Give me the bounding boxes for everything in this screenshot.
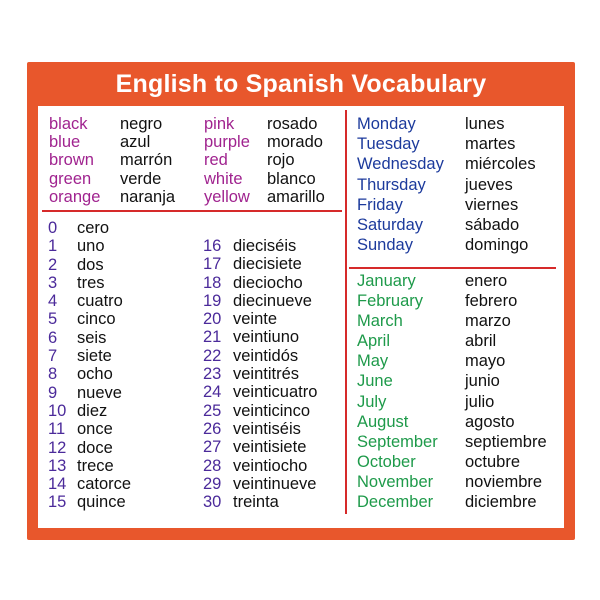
english-word: 3 [48,273,58,292]
english-word: yellow [204,187,250,206]
number-vocab-row [203,420,343,438]
spanish-word: cinco [77,310,116,329]
spanish-word: septiembre [465,432,547,451]
english-word: 4 [48,292,58,311]
color-vocab-row [204,188,344,206]
spanish-word: dieciocho [233,273,303,292]
spanish-word: junio [465,372,500,391]
color-vocab-row [49,133,199,151]
english-word: 18 [203,273,222,292]
spanish-word: negro [120,115,163,133]
spanish-word: blanco [267,169,316,188]
number-vocab-row [48,219,198,237]
english-word: June [357,372,393,391]
english-word: Saturday [357,215,424,234]
number-vocab-row [203,328,343,346]
month-vocab-row [357,291,562,311]
english-word: 28 [203,456,222,475]
spanish-word: quince [77,493,126,512]
number-vocab-row [48,475,198,493]
spanish-word: marrón [120,151,173,170]
number-vocab-row [203,310,343,328]
english-word: 11 [48,420,66,439]
number-vocab-row [48,274,198,292]
day-vocab-row [357,235,562,255]
english-word: Wednesday [357,155,444,174]
color-vocab-row [49,188,199,206]
spanish-word: diecisiete [233,255,302,274]
english-word: white [204,169,243,188]
english-word: Friday [357,195,403,214]
english-word: 17 [203,255,222,274]
english-word: August [357,412,409,431]
month-vocab-row [357,412,562,432]
numbers-list-left [48,219,198,512]
month-vocab-row [357,472,562,492]
page-title: English to Spanish Vocabulary [115,70,487,98]
spanish-word: jueves [465,175,513,194]
day-vocab-row [357,134,562,154]
english-word: 22 [203,346,222,365]
vocabulary-panel [38,106,564,528]
spanish-word: veintidós [233,346,299,365]
english-word: black [49,115,88,133]
spanish-word: veinticuatro [233,383,318,402]
month-vocab-row [357,392,562,412]
number-vocab-row [48,420,198,438]
spanish-word: verde [120,169,162,188]
english-word: orange [49,187,101,206]
english-word: Monday [357,115,416,133]
spanish-word: veintitrés [233,365,300,384]
spanish-word: domingo [465,236,529,255]
spanish-word: veinticinco [233,401,311,420]
english-word: 26 [203,419,222,438]
spanish-word: azul [120,133,151,152]
english-word: 13 [48,456,67,475]
spanish-word: lunes [465,115,505,133]
english-word: Tuesday [357,135,420,154]
spanish-word: veintisiete [233,438,307,457]
english-word: 15 [48,493,67,512]
month-vocab-row [357,351,562,371]
spanish-word: veintinueve [233,474,317,493]
spanish-word: veintiséis [233,419,301,438]
spanish-word: veinte [233,310,278,329]
number-vocab-row [203,255,343,273]
number-vocab-row [48,237,198,255]
month-vocab-row [357,492,562,512]
english-word: 5 [48,310,58,329]
number-vocab-row [48,310,198,328]
spanish-word: cero [77,219,110,237]
english-word: 10 [48,401,67,420]
english-word: 14 [48,475,67,494]
day-vocab-row [357,215,562,235]
spanish-word: octubre [465,452,521,471]
color-vocab-row [49,115,199,133]
spanish-word: amarillo [267,187,325,206]
month-vocab-row [357,271,562,291]
english-word: blue [49,133,81,152]
month-vocab-row [357,311,562,331]
english-word: September [357,432,438,451]
vocabulary-card [27,62,575,540]
english-word: April [357,332,391,351]
number-vocab-row [203,475,343,493]
day-vocab-row [357,114,562,134]
english-word: January [357,272,416,290]
day-vocab-row [357,154,562,174]
spanish-word: marzo [465,312,511,331]
color-vocab-row [204,115,344,133]
number-vocab-row [48,365,198,383]
number-vocab-row [48,329,198,347]
spanish-word: tres [77,273,105,292]
spanish-word: mayo [465,352,506,371]
english-word: Sunday [357,236,413,255]
number-vocab-row [203,237,343,255]
day-vocab-row [357,175,562,195]
english-word: 24 [203,383,222,402]
number-vocab-row [48,402,198,420]
number-vocab-row [203,457,343,475]
english-word: purple [204,133,250,152]
english-word: brown [49,151,94,170]
number-vocab-row [203,365,343,383]
number-vocab-row [203,274,343,292]
english-word: 6 [48,328,58,347]
color-vocab-row [204,170,344,188]
spanish-word: rojo [267,151,295,170]
english-word: 30 [203,493,222,512]
spanish-word: dos [77,255,104,274]
english-word: February [357,292,424,311]
number-vocab-row [203,493,343,511]
month-vocab-row [357,452,562,472]
number-vocab-row [203,383,343,401]
days-list [357,114,562,255]
english-word: 2 [48,255,58,274]
spanish-word: febrero [465,292,518,311]
numbers-list-right [203,237,343,511]
english-word: October [357,452,416,471]
spanish-word: martes [465,135,516,154]
spanish-word: enero [465,272,508,290]
spanish-word: veintiocho [233,456,308,475]
english-word: 1 [48,237,58,256]
spanish-word: dieciséis [233,237,297,255]
color-vocab-row [49,151,199,169]
spanish-word: diecinueve [233,291,312,310]
english-word: 12 [48,438,67,457]
spanish-word: sábado [465,215,520,234]
spanish-word: treinta [233,493,279,512]
english-word: Thursday [357,175,426,194]
spanish-word: julio [465,392,495,411]
spanish-word: diez [77,401,108,420]
english-word: March [357,312,403,331]
spanish-word: diciembre [465,493,537,512]
colors-list-right [204,115,344,206]
number-vocab-row [48,439,198,457]
color-vocab-row [49,170,199,188]
english-word: pink [204,115,235,133]
english-word: 29 [203,474,222,493]
spanish-word: doce [77,438,113,457]
colors-list-left [49,115,199,206]
spanish-word: once [77,420,113,439]
spanish-word: seis [77,328,107,347]
number-vocab-row [203,292,343,310]
english-word: 25 [203,401,222,420]
spanish-word: nueve [77,383,122,402]
number-vocab-row [48,292,198,310]
month-vocab-row [357,371,562,391]
english-word: 9 [48,383,58,402]
colors-divider [42,210,342,212]
center-divider [345,110,347,514]
english-word: 27 [203,438,222,457]
month-vocab-row [357,432,562,452]
spanish-word: naranja [120,187,176,206]
number-vocab-row [203,438,343,456]
english-word: December [357,493,434,512]
spanish-word: morado [267,133,323,152]
english-word: red [204,151,228,170]
day-vocab-row [357,195,562,215]
month-vocab-row [357,331,562,351]
english-word: green [49,169,92,188]
number-vocab-row [203,402,343,420]
number-vocab-row [203,347,343,365]
spanish-word: viernes [465,195,519,214]
english-word: July [357,392,387,411]
english-word: 8 [48,365,58,384]
english-word: 19 [203,291,222,310]
english-word: 0 [48,219,58,237]
spanish-word: noviembre [465,472,543,491]
spanish-word: uno [77,237,105,256]
spanish-word: catorce [77,475,132,494]
number-vocab-row [48,457,198,475]
months-list [357,271,562,512]
spanish-word: miércoles [465,155,536,174]
spanish-word: agosto [465,412,515,431]
color-vocab-row [204,151,344,169]
number-vocab-row [48,256,198,274]
english-word: May [357,352,389,371]
english-word: 21 [203,328,222,347]
spanish-word: trece [77,456,114,475]
days-divider [349,267,556,269]
english-word: 23 [203,365,222,384]
spanish-word: rosado [267,115,318,133]
english-word: 7 [48,347,58,366]
number-vocab-row [48,493,198,511]
spanish-word: abril [465,332,497,351]
spanish-word: veintiuno [233,328,300,347]
english-word: 16 [203,237,222,255]
english-word: 20 [203,310,222,329]
spanish-word: siete [77,347,112,366]
english-word: November [357,472,434,491]
number-vocab-row [48,347,198,365]
spanish-word: ocho [77,365,113,384]
number-vocab-row [48,384,198,402]
spanish-word: cuatro [77,292,123,311]
color-vocab-row [204,133,344,151]
